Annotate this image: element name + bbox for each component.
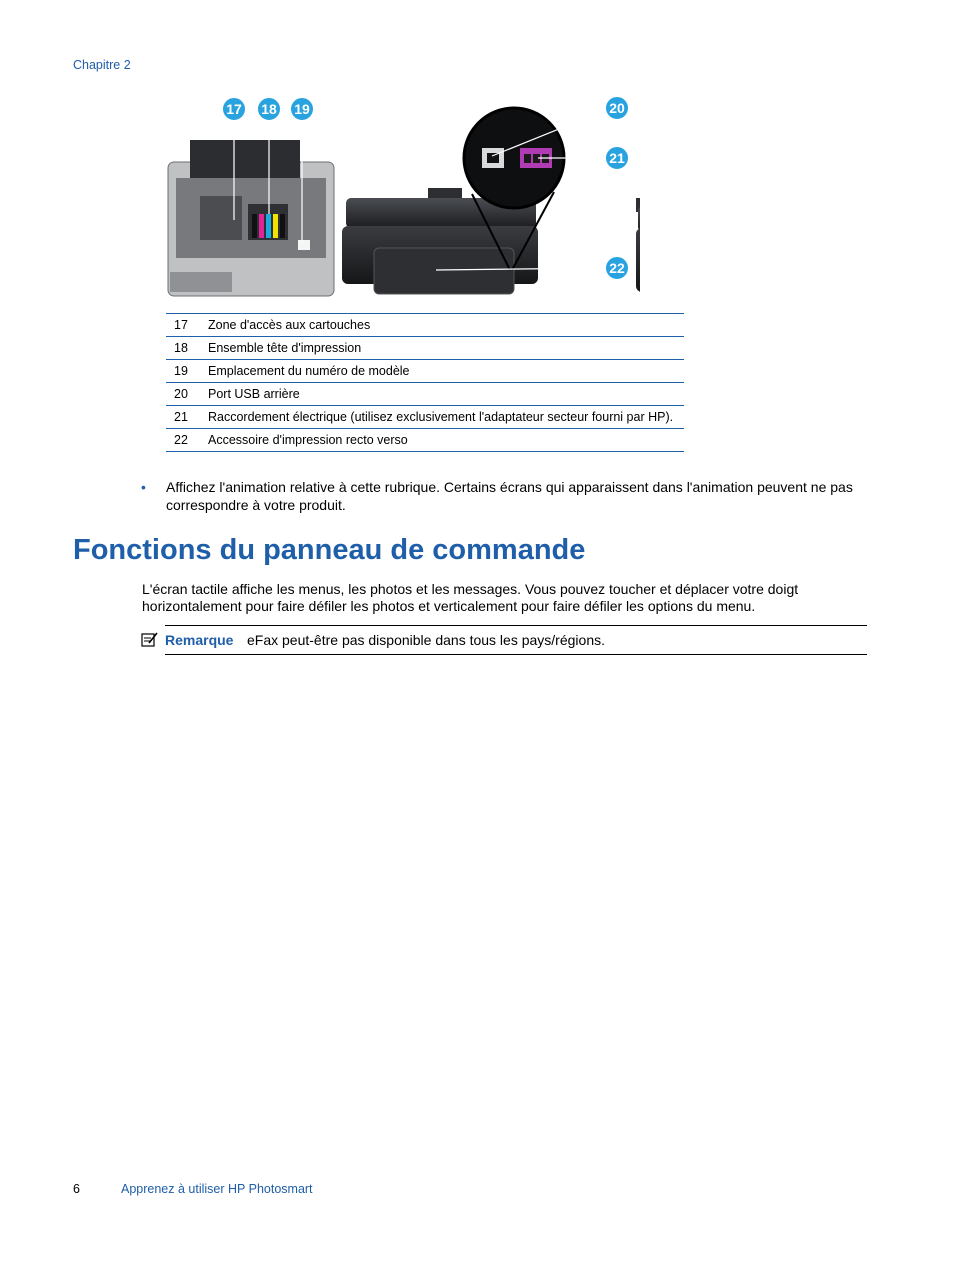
- legend-label: Emplacement du numéro de modèle: [200, 360, 684, 383]
- legend-number: 20: [166, 383, 200, 406]
- table-row: [166, 337, 684, 360]
- legend-label: Zone d'accès aux cartouches: [200, 314, 684, 337]
- svg-text:20: 20: [609, 100, 625, 116]
- bullet-marker: •: [141, 479, 146, 495]
- legend-label: Accessoire d'impression recto verso: [200, 429, 684, 452]
- note-label: Remarque: [165, 632, 234, 648]
- legend-number: 18: [166, 337, 200, 360]
- legend-number: 21: [166, 406, 200, 429]
- svg-text:19: 19: [294, 101, 310, 117]
- callout-20: [605, 96, 629, 120]
- svg-text:18: 18: [261, 101, 277, 117]
- legend-number: 22: [166, 429, 200, 452]
- footer-title: Apprenez à utiliser HP Photosmart: [121, 1182, 313, 1196]
- callout-17: [222, 97, 246, 121]
- table-row: [166, 314, 684, 337]
- callout-18: [257, 97, 281, 121]
- table-row: [166, 383, 684, 406]
- section-title: Fonctions du panneau de commande: [73, 534, 586, 566]
- printer-figure: [160, 92, 640, 300]
- table-row: [166, 429, 684, 452]
- chapter-header: Chapitre 2: [73, 58, 131, 72]
- table-row: [166, 360, 684, 383]
- legend-label: Raccordement électrique (utilisez exclusivement l'adaptateur secteur fourni par HP).: [200, 406, 684, 429]
- svg-text:22: 22: [609, 260, 625, 276]
- note-text: eFax peut-être pas disponible dans tous les pays/régions.: [247, 632, 605, 648]
- legend-number: 19: [166, 360, 200, 383]
- page-number: 6: [73, 1182, 80, 1196]
- legend-label: Port USB arrière: [200, 383, 684, 406]
- callout-21: [605, 146, 629, 170]
- table-row: [166, 406, 684, 429]
- svg-text:17: 17: [226, 101, 242, 117]
- legend-label: Ensemble tête d'impression: [200, 337, 684, 360]
- svg-text:21: 21: [609, 150, 625, 166]
- legend-number: 17: [166, 314, 200, 337]
- animation-link-text[interactable]: Affichez l'animation relative à cette rubrique. Certains écrans qui apparaissent dans l'animation peuvent ne pas correspondre à votre produit.: [166, 479, 853, 513]
- legend-table: [166, 313, 684, 452]
- note-icon: [141, 631, 159, 647]
- callout-22: [605, 256, 629, 280]
- section-intro: L'écran tactile affiche les menus, les photos et les messages. Vous pouvez toucher et déplacer votre doigt horizontalement pour faire défiler les photos et verticalement pour faire défiler les options du menu.: [142, 581, 799, 614]
- callout-19: [290, 97, 314, 121]
- cartridge-access-view: [168, 140, 334, 296]
- rear-view-printer-right: [636, 198, 640, 292]
- note-box: [165, 625, 867, 655]
